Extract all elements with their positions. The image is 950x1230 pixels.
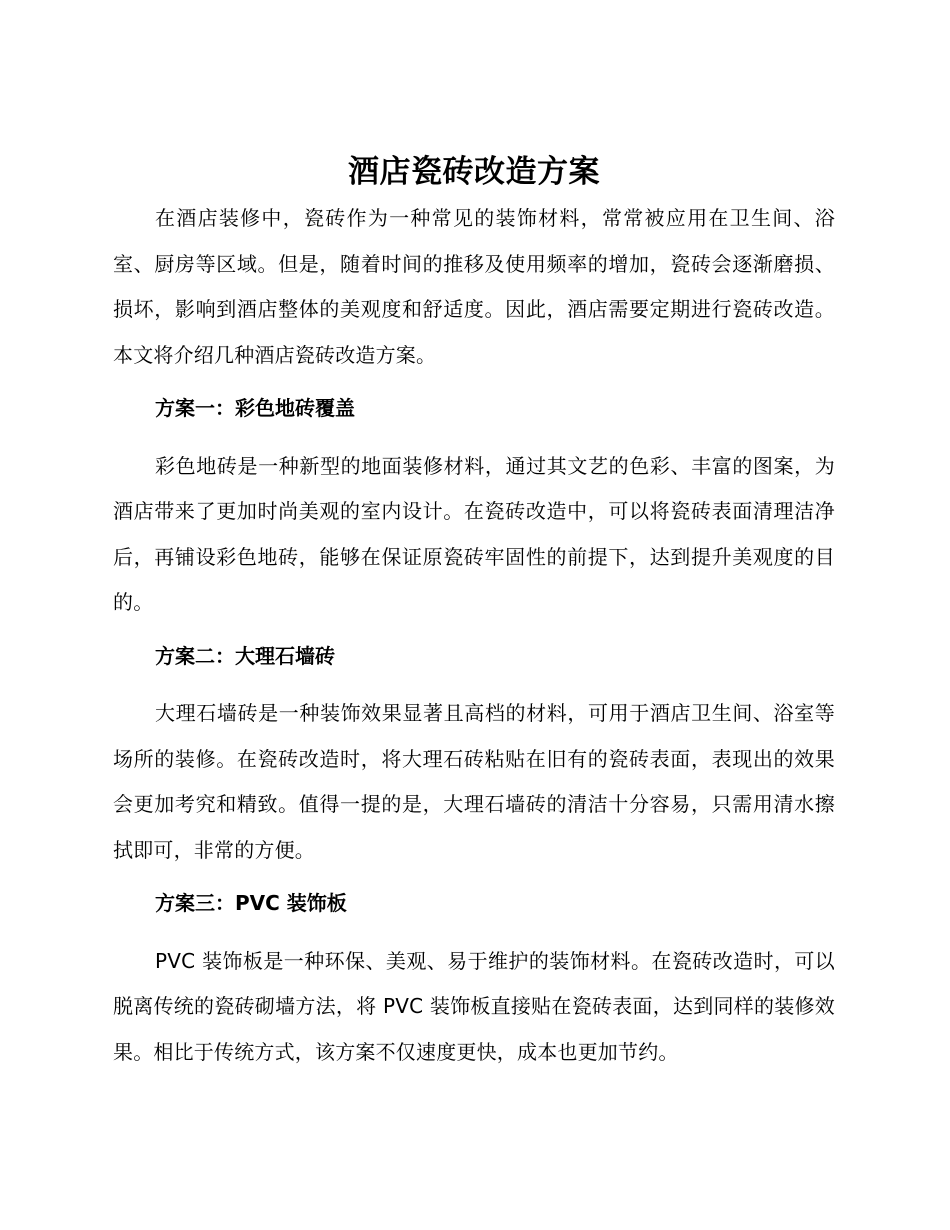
document-page bbox=[113, 150, 835, 1075]
section-heading-1: 方案一：彩色地砖覆盖 bbox=[155, 396, 355, 420]
section-body-3: PVC 装饰板是一种环保、美观、易于维护的装饰材料。在瓷砖改造时，可以脱离传统的瓷砖砌墙方法，将 PVC 装饰板直接贴在瓷砖表面，达到同样的装修效果。相比于传统方式，该方案不仅速度更快，成本也更加节约。 bbox=[113, 948, 835, 1064]
section-body-2: 大理石墙砖是一种装饰效果显著且高档的材料，可用于酒店卫生间、浴室等场所的装修。在瓷砖改造时，将大理石砖粘贴在旧有的瓷砖表面，表现出的效果会更加考究和精致。值得一提的是，大理石墙砖的清洁十分容易，只需用清水擦拭即可，非常的方便。 bbox=[113, 701, 835, 862]
section-body-1: 彩色地砖是一种新型的地面装修材料，通过其文艺的色彩、丰富的图案，为酒店带来了更加时尚美观的室内设计。在瓷砖改造中，可以将瓷砖表面清理洁净后，再铺设彩色地砖，能够在保证原瓷砖牢固性的前提下，达到提升美观度的目的。 bbox=[113, 453, 835, 614]
section-heading-2: 方案二：大理石墙砖 bbox=[155, 643, 335, 668]
document-title: 酒店瓷砖改造方案 bbox=[348, 154, 600, 190]
section-heading-3: 方案三：PVC 装饰板 bbox=[155, 891, 347, 915]
intro-paragraph: 在酒店装修中，瓷砖作为一种常见的装饰材料，常常被应用在卫生间、浴室、厨房等区域。但是，随着时间的推移及使用频率的增加，瓷砖会逐渐磨损、损坏，影响到酒店整体的美观度和舒适度。因此，酒店需要定期进行瓷砖改造。本文将介绍几种酒店瓷砖改造方案。 bbox=[113, 206, 835, 367]
